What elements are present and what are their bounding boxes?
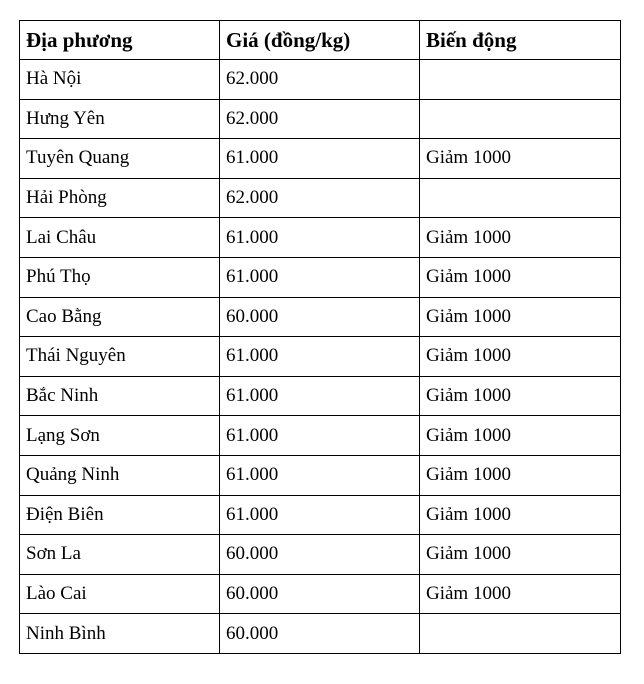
header-price: Giá (đồng/kg) <box>220 21 420 60</box>
cell-price: 61.000 <box>220 416 420 456</box>
cell-change: Giảm 1000 <box>420 376 621 416</box>
cell-location: Cao Bằng <box>20 297 220 337</box>
cell-change: Giảm 1000 <box>420 218 621 258</box>
table-row <box>20 455 621 495</box>
cell-location: Điện Biên <box>20 495 220 535</box>
cell-location: Lào Cai <box>20 574 220 614</box>
cell-price: 61.000 <box>220 376 420 416</box>
table-row <box>20 178 621 218</box>
table-row <box>20 416 621 456</box>
cell-location: Ninh Bình <box>20 614 220 654</box>
cell-price: 62.000 <box>220 99 420 139</box>
cell-location: Lai Châu <box>20 218 220 258</box>
table-row <box>20 376 621 416</box>
header-change: Biến động <box>420 21 621 60</box>
table-row <box>20 60 621 100</box>
cell-price: 60.000 <box>220 535 420 575</box>
cell-change: Giảm 1000 <box>420 535 621 575</box>
cell-change: Giảm 1000 <box>420 297 621 337</box>
table-row <box>20 297 621 337</box>
cell-change <box>420 99 621 139</box>
table-row <box>20 99 621 139</box>
cell-location: Hưng Yên <box>20 99 220 139</box>
cell-location: Tuyên Quang <box>20 139 220 179</box>
cell-location: Sơn La <box>20 535 220 575</box>
cell-location: Quảng Ninh <box>20 455 220 495</box>
cell-change: Giảm 1000 <box>420 139 621 179</box>
price-table-container <box>19 20 620 654</box>
cell-price: 61.000 <box>220 139 420 179</box>
cell-price: 61.000 <box>220 337 420 377</box>
table-row <box>20 337 621 377</box>
cell-location: Hà Nội <box>20 60 220 100</box>
cell-price: 61.000 <box>220 257 420 297</box>
cell-change: Giảm 1000 <box>420 574 621 614</box>
table-row <box>20 139 621 179</box>
cell-change: Giảm 1000 <box>420 495 621 535</box>
cell-change <box>420 614 621 654</box>
table-header-row <box>20 21 621 60</box>
header-location: Địa phương <box>20 21 220 60</box>
cell-change <box>420 178 621 218</box>
cell-change <box>420 60 621 100</box>
table-row <box>20 614 621 654</box>
cell-change: Giảm 1000 <box>420 416 621 456</box>
table-row <box>20 574 621 614</box>
table-row <box>20 257 621 297</box>
cell-price: 61.000 <box>220 218 420 258</box>
price-table <box>19 20 621 654</box>
cell-price: 61.000 <box>220 495 420 535</box>
cell-price: 62.000 <box>220 178 420 218</box>
table-row <box>20 535 621 575</box>
cell-location: Bắc Ninh <box>20 376 220 416</box>
cell-location: Lạng Sơn <box>20 416 220 456</box>
cell-change: Giảm 1000 <box>420 257 621 297</box>
table-row <box>20 218 621 258</box>
cell-change: Giảm 1000 <box>420 455 621 495</box>
cell-price: 60.000 <box>220 297 420 337</box>
cell-location: Thái Nguyên <box>20 337 220 377</box>
cell-price: 60.000 <box>220 614 420 654</box>
cell-price: 61.000 <box>220 455 420 495</box>
cell-price: 62.000 <box>220 60 420 100</box>
cell-location: Phú Thọ <box>20 257 220 297</box>
cell-price: 60.000 <box>220 574 420 614</box>
table-row <box>20 495 621 535</box>
cell-change: Giảm 1000 <box>420 337 621 377</box>
cell-location: Hải Phòng <box>20 178 220 218</box>
